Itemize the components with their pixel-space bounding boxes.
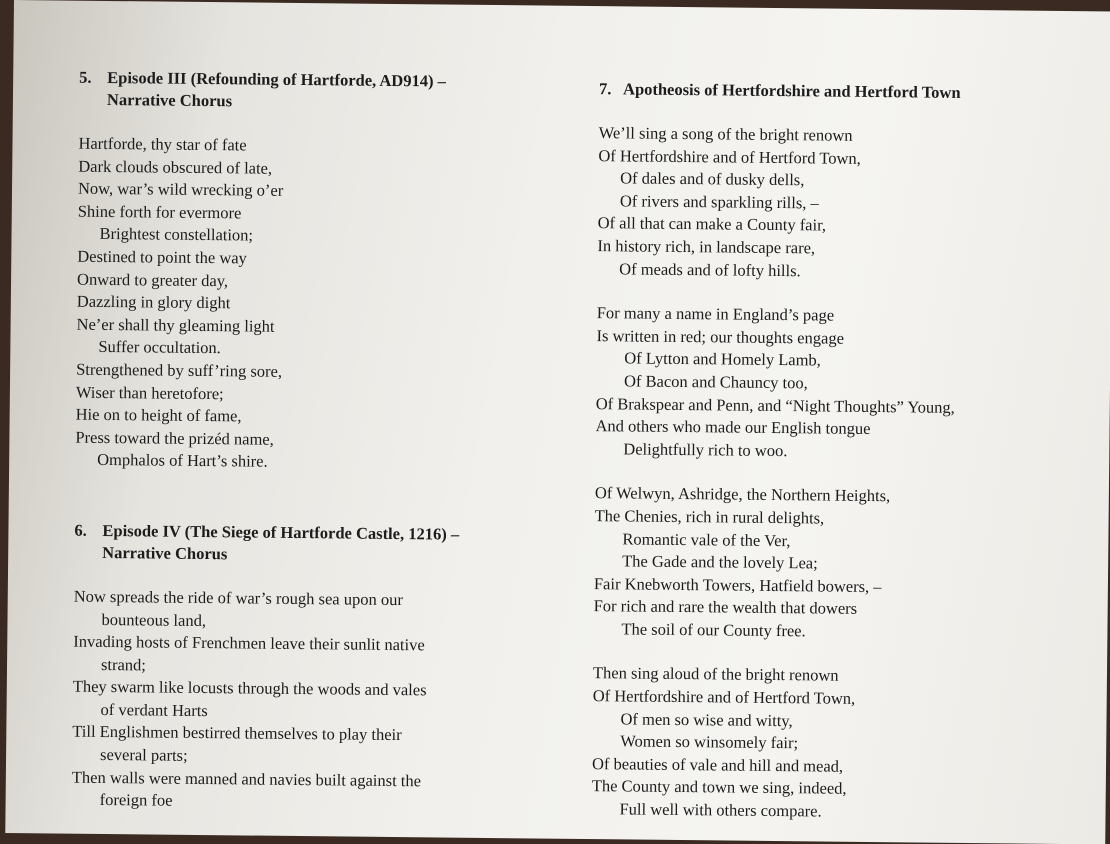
verse-line: Of men so wise and witty, bbox=[620, 709, 793, 730]
verse-stanza bbox=[597, 122, 1109, 285]
verse-line: Delightfully rich to woo. bbox=[623, 439, 788, 460]
verse-line: The Chenies, rich in rural delights, bbox=[594, 506, 825, 528]
section-title-line: Episode III (Refounding of Hartforde, AD914) – bbox=[107, 67, 447, 91]
verse-line: Now spreads the ride of war’s rough sea upon our bbox=[73, 586, 403, 610]
section-5 bbox=[75, 67, 579, 477]
verse-line: Now, war’s wild wrecking o’er bbox=[77, 178, 284, 201]
verse-line: And others who made our English tongue bbox=[595, 416, 871, 439]
verse-line: For rich and rare the wealth that dowers bbox=[593, 596, 858, 619]
verse-line: Of rivers and sparkling rills, – bbox=[619, 191, 819, 213]
section-number: 6. bbox=[74, 520, 87, 540]
verse-line: Dark clouds obscured of late, bbox=[78, 156, 273, 178]
verse-line: Of Hertfordshire and of Hertford Town, bbox=[592, 686, 856, 708]
verse-stanza bbox=[75, 133, 579, 477]
verse-line: Hartforde, thy star of fate bbox=[78, 133, 247, 155]
verse-line: Ne’er shall thy gleaming light bbox=[76, 314, 275, 336]
verse-line: Romantic vale of the Ver, bbox=[622, 528, 791, 550]
verse-line: Of beauties of vale and hill and mead, bbox=[591, 753, 844, 776]
document-page bbox=[5, 0, 1110, 844]
section-heading bbox=[74, 520, 574, 569]
verse-line: Of Welwyn, Ashridge, the Northern Heights, bbox=[594, 483, 891, 506]
verse-line: Till Englishmen bestirred themselves to play their bbox=[72, 722, 402, 745]
verse-stanza bbox=[595, 302, 1107, 465]
section-title-line: Narrative Chorus bbox=[106, 89, 233, 111]
verse-line: We’ll sing a song of the bright renown bbox=[598, 123, 853, 145]
verse-line: Of Lytton and Homely Lamb, bbox=[624, 348, 821, 370]
verse-line: Then walls were manned and navies built against the bbox=[71, 767, 422, 790]
verse-line: The Gade and the lovely Lea; bbox=[622, 551, 818, 573]
verse-stanza bbox=[591, 663, 1103, 826]
verse-line: foreign foe bbox=[99, 790, 173, 810]
verse-line: Of Bacon and Chauncy too, bbox=[623, 371, 808, 393]
verse-line: Of all that can make a County fair, bbox=[597, 213, 827, 235]
section-heading bbox=[79, 67, 579, 116]
verse-line: The soil of our County free. bbox=[621, 619, 806, 641]
verse-line: bounteous land, bbox=[101, 609, 207, 630]
verse-line: Dazzling in glory dight bbox=[76, 291, 231, 313]
verse-line: Of meads and of lofty hills. bbox=[619, 258, 801, 280]
verse-line: Hie on to height of fame, bbox=[75, 404, 242, 426]
verse-line: Wiser than heretofore; bbox=[75, 382, 224, 403]
section-7 bbox=[591, 78, 1109, 826]
verse-line: Brightest constellation; bbox=[99, 224, 254, 245]
verse-line: For many a name in England’s page bbox=[596, 303, 835, 325]
verse-line: Women so winsomely fair; bbox=[620, 731, 799, 753]
verse-line: Of dales and of dusky dells, bbox=[620, 168, 805, 190]
section-title-line: Narrative Chorus bbox=[102, 542, 228, 564]
verse-line: Fair Knebworth Towers, Hatfield bowers, – bbox=[593, 573, 882, 596]
verse-line: Onward to greater day, bbox=[76, 269, 229, 290]
verse-line: Omphalos of Hart’s shire. bbox=[97, 450, 268, 471]
section-title-line: Episode IV (The Siege of Hartforde Castle, 1216) – bbox=[102, 520, 460, 544]
section-number: 5. bbox=[79, 67, 92, 87]
verse-line: They swarm like locusts through the woods and vales bbox=[72, 676, 427, 700]
left-column bbox=[72, 67, 580, 817]
verse-line: Strengthened by suff’ring sore, bbox=[76, 359, 283, 381]
verse-stanza bbox=[593, 482, 1105, 645]
verse-stanza bbox=[72, 586, 574, 817]
verse-line: In history rich, in landscape rare, bbox=[597, 236, 816, 258]
verse-line: Suffer occultation. bbox=[98, 337, 221, 358]
verse-line: several parts; bbox=[100, 745, 188, 765]
verse-line: Of Brakspear and Penn, and “Night Thoughts” Young, bbox=[595, 393, 955, 417]
verse-line: of verdant Harts bbox=[100, 699, 208, 720]
section-title: Apotheosis of Hertfordshire and Hertford Town bbox=[623, 79, 961, 102]
verse-line: Full well with others compare. bbox=[619, 799, 822, 821]
section-6 bbox=[72, 520, 575, 817]
verse-line: Invading hosts of Frenchmen leave their sunlit native bbox=[73, 631, 425, 655]
verse-line: Of Hertfordshire and of Hertford Town, bbox=[598, 145, 861, 168]
verse-line: Is written in red; our thoughts engage bbox=[596, 325, 845, 348]
right-column bbox=[591, 78, 1109, 826]
section-number: 7. bbox=[599, 79, 612, 99]
verse-line: Destined to point the way bbox=[77, 246, 247, 268]
verse-line: strand; bbox=[100, 654, 147, 675]
verse-line: The County and town we sing, indeed, bbox=[591, 776, 847, 799]
verse-line: Press toward the prizéd name, bbox=[75, 427, 274, 449]
verse-line: Shine forth for evermore bbox=[77, 201, 242, 223]
verse-line: Then sing aloud of the bright renown bbox=[592, 663, 839, 686]
